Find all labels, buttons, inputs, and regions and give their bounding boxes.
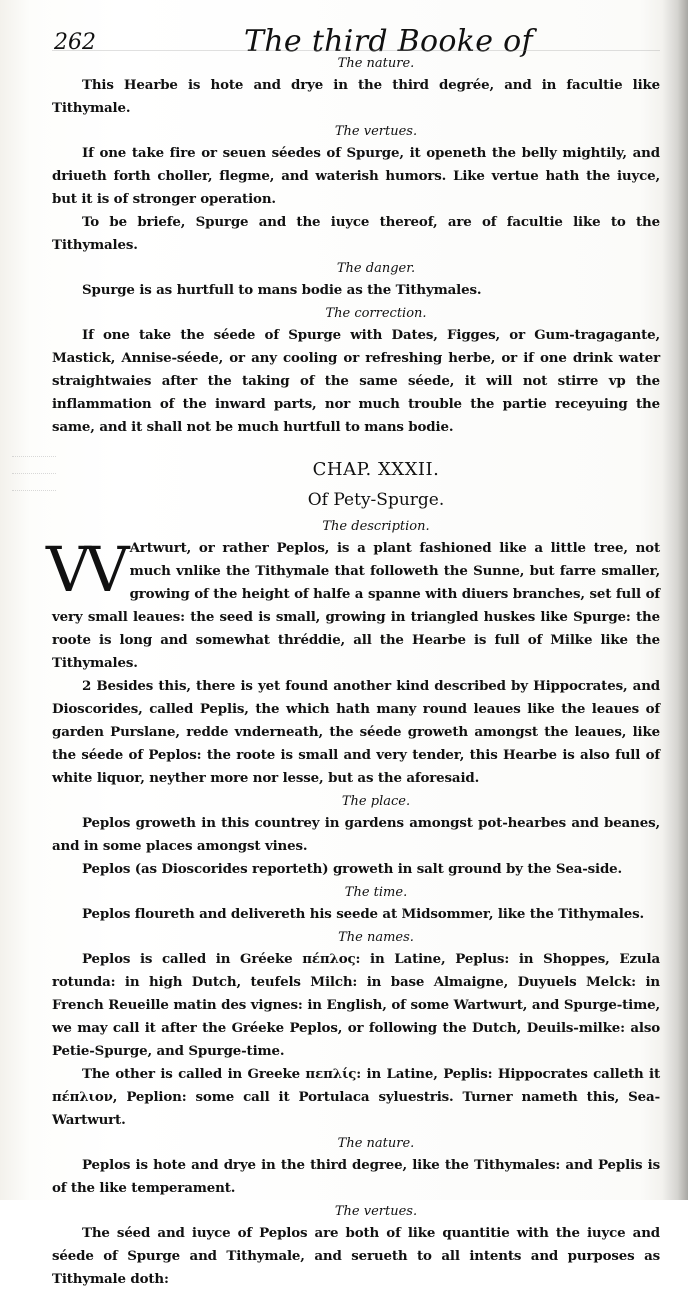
nature-paragraph-2: Peplos is hote and drye in the third degree, like the Tithymales: and Peplis is of the like temperament. xyxy=(52,1157,660,1196)
place-paragraph-1: Peplos groweth in this countrey in gardens amongst pot-hearbes and beanes, and in some places amongst vines. xyxy=(52,815,660,854)
heading-danger: The danger. xyxy=(336,261,416,276)
running-title: The third Booke of xyxy=(244,24,533,59)
correction-paragraph: If one take the séede of Spurge with Dates, Figges, or Gum-tragagante, Mastick, Annise-séede, or any cooling or refreshing herbe, or if one drink water straightwaies after the taking of the same séede, it will not stirre vp the inflammation of the inward parts, nor much trouble the partie receyuing the same, and it shall not be much hurtfull to mans bodie. xyxy=(52,327,660,435)
nature-paragraph: This Hearbe is hote and drye in the third degrée, and in facultie like Tithymale. xyxy=(52,77,660,116)
heading-vertues: The vertues. xyxy=(334,124,418,139)
heading-time: The time. xyxy=(344,885,408,900)
bleed-line xyxy=(12,476,56,491)
gutter-shadow xyxy=(662,0,688,1200)
danger-paragraph: Spurge is as hurtfull to mans bodie as the Tithymales. xyxy=(82,282,482,298)
heading-correction: The correction. xyxy=(325,306,427,321)
description-paragraph-1: Artwurt, or rather Peplos, is a plant fashioned like a little tree, not much vnlike the Tithymale that followeth the Sunne, but farre smaller, growing of the height of halfe a spanne with diuers branches, set full of very small leaues: the seed is small, growing in triangled huskes like Spurge: the roote is long and somewhat thréddie, all the Hearbe is full of Milke like the Tithymales. xyxy=(52,540,660,671)
show-through-bleed xyxy=(12,442,56,506)
place-paragraph-2: Peplos (as Dioscorides reporteth) groweth in salt ground by the Sea-side. xyxy=(82,861,623,877)
description-paragraph-2: 2 Besides this, there is yet found another kind described by Hippocrates, and Dioscorides, called Peplis, the which hath many round leaues like the leaues of garden Purslane, redde vnderneath, the séede groweth amongst the leaues, like the séede of Peplos: the roote is small and very tender, this Hearbe is also full of white liquor, neyther more nor lesse, but as the aforesaid. xyxy=(52,678,660,786)
description-block xyxy=(46,533,660,675)
bleed-line xyxy=(12,459,56,474)
heading-names: The names. xyxy=(338,930,414,945)
vertues-paragraph-1: If one take fire or seuen séedes of Spurge, it openeth the belly mightily, and driueth forth choller, flegme, and waterish humors. Like vertue hath the iuyce, but it is of stronger operation. xyxy=(52,145,660,207)
head-rule xyxy=(52,50,660,51)
heading-nature-2: The nature. xyxy=(337,1136,415,1151)
page-number: 262 xyxy=(54,30,96,55)
drop-cap: VV xyxy=(46,533,124,606)
bleed-line xyxy=(12,442,56,457)
names-paragraph-1: Peplos is called in Gréeke πέπλος: in Latine, Peplus: in Shoppes, Ezula rotunda: in high Dutch, teufels Milch: in base Almaigne, Duyuels Melck: in French Reueille matin des vignes: in English, of some Wartwurt, and Spurge-time, we may call it after the Gréeke Peplos, or following the Dutch, Deuils-milke: also Petie-Spurge, and Spurge-time. xyxy=(52,951,660,1059)
vertues-paragraph-2: To be briefe, Spurge and the iuyce thereof, are of facultie like to the Tithymales. xyxy=(52,214,660,253)
heading-vertues-2: The vertues. xyxy=(334,1204,418,1219)
running-head xyxy=(52,14,660,59)
time-paragraph: Peplos floureth and delivereth his seede at Midsommer, like the Tithymales. xyxy=(82,906,644,922)
chapter-number: CHAP. XXXII. xyxy=(312,459,440,480)
vertues-paragraph-final: The séed and iuyce of Peplos are both of like quantitie with the iuyce and séede of Spurge and Tithymale, and serueth to all intents and purposes as Tithymale doth: xyxy=(52,1225,660,1287)
heading-place: The place. xyxy=(341,794,411,809)
names-paragraph-2: The other is called in Greeke πεπλίς: in Latine, Peplis: Hippocrates calleth it πέπλιον, Peplion: some call it Portulaca syluestris. Turner nameth this, Sea-Wartwurt. xyxy=(52,1066,660,1128)
chapter-title: Of Pety-Spurge. xyxy=(307,490,445,510)
heading-description: The description. xyxy=(322,519,430,534)
heading-nature: The nature. xyxy=(337,56,415,71)
